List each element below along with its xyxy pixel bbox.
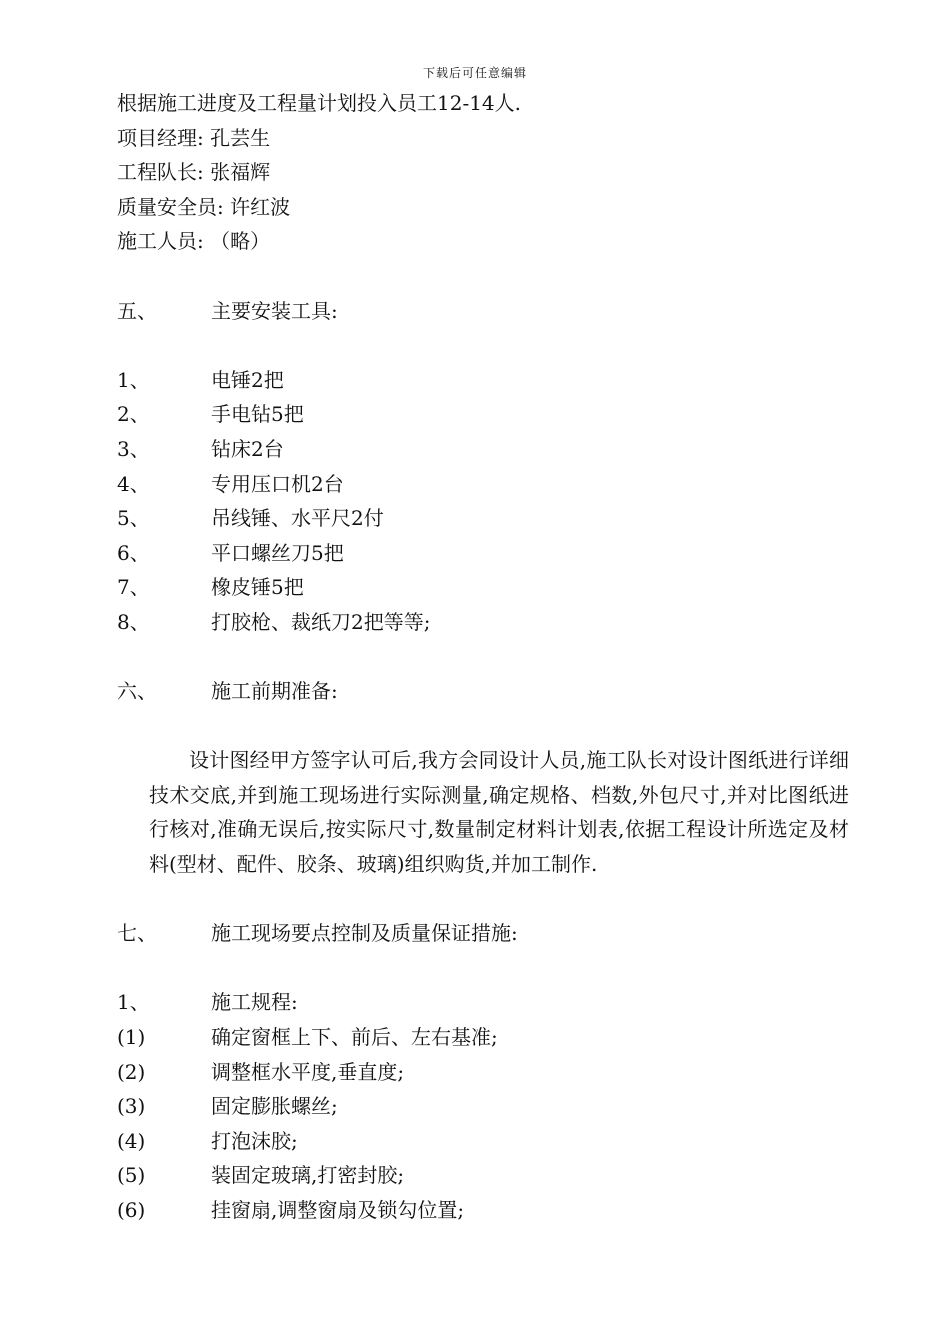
item-text: 挂窗扇,调整窗扇及锁勾位置; xyxy=(211,1198,465,1222)
item-number: (1) xyxy=(117,1025,146,1050)
item-text: 打泡沫胶; xyxy=(211,1128,298,1153)
item-number: (2) xyxy=(117,1059,146,1084)
item-number: 2、 xyxy=(117,402,150,427)
list-item xyxy=(117,1089,857,1124)
staffing-intro: 根据施工进度及工程量计划投入员工12-14人. xyxy=(117,91,522,115)
item-text: 平口螺丝刀5把 xyxy=(211,540,344,565)
item-number: (3) xyxy=(117,1094,146,1119)
item-number: 1、 xyxy=(117,990,150,1015)
item-number: 1、 xyxy=(117,367,150,392)
item-number: 5、 xyxy=(117,506,150,531)
section-heading xyxy=(117,674,857,709)
item-number: 3、 xyxy=(117,436,150,461)
section-title: 施工前期准备: xyxy=(211,679,338,704)
document-body xyxy=(117,86,857,1228)
item-number: 7、 xyxy=(117,575,150,600)
item-text: 吊线锤、水平尺2付 xyxy=(211,506,384,531)
item-text: 钻床2台 xyxy=(211,436,284,461)
list-item xyxy=(117,605,857,640)
list-item xyxy=(117,363,857,398)
list-item xyxy=(117,467,857,502)
item-number: 4、 xyxy=(117,471,150,496)
section-heading xyxy=(117,294,857,329)
section-title: 施工现场要点控制及质量保证措施: xyxy=(211,921,518,946)
list-item xyxy=(117,1124,857,1159)
staff-team-leader: 工程队长: 张福辉 xyxy=(117,160,271,185)
item-text: 固定膨胀螺丝; xyxy=(211,1094,338,1119)
item-text: 专用压口机2台 xyxy=(211,471,344,496)
staff-project-manager: 项目经理: 孔芸生 xyxy=(117,125,271,150)
item-number: 8、 xyxy=(117,609,150,634)
subsection-heading xyxy=(117,985,857,1020)
list-item xyxy=(117,1158,857,1193)
item-text: 调整框水平度,垂直度; xyxy=(211,1059,405,1084)
header-note: 下载后可任意编辑 xyxy=(422,66,527,80)
section-number: 五、 xyxy=(117,298,157,323)
list-item xyxy=(117,1193,857,1228)
list-item xyxy=(117,1055,857,1090)
section-number: 七、 xyxy=(117,921,157,946)
preparation-paragraph: 设计图经甲方签字认可后,我方会同设计人员,施工队长对设计图纸进行详细技术交底,并到施工现场进行实际测量,确定规格、档数,外包尺寸,并对比图纸进行核对,准确无误后,按实际尺寸,数量制定材料计划表,依据工程设计所选定及材料(型材、配件、胶条、玻璃)组织购货,并加工制作. xyxy=(149,748,849,877)
list-item xyxy=(117,501,857,536)
item-number: (4) xyxy=(117,1128,146,1153)
list-item xyxy=(117,570,857,605)
item-text: 橡皮锤5把 xyxy=(211,575,304,600)
item-number: (5) xyxy=(117,1163,146,1188)
section-title: 主要安装工具: xyxy=(211,298,338,323)
item-number: (6) xyxy=(117,1198,146,1222)
staff-workers: 施工人员: （略） xyxy=(117,229,271,254)
item-text: 电锤2把 xyxy=(211,367,284,392)
staff-safety-officer: 质量安全员: 许红波 xyxy=(117,194,291,219)
section-number: 六、 xyxy=(117,679,157,704)
item-text: 装固定玻璃,打密封胶; xyxy=(211,1163,405,1188)
item-number: 6、 xyxy=(117,540,150,565)
item-text: 确定窗框上下、前后、左右基准; xyxy=(211,1025,498,1050)
list-item xyxy=(117,397,857,432)
list-item xyxy=(117,536,857,571)
list-item xyxy=(117,1020,857,1055)
item-text: 手电钻5把 xyxy=(211,402,304,427)
item-text: 施工规程: xyxy=(211,990,298,1015)
section-heading xyxy=(117,916,857,951)
item-text: 打胶枪、裁纸刀2把等等; xyxy=(211,609,431,634)
list-item xyxy=(117,432,857,467)
